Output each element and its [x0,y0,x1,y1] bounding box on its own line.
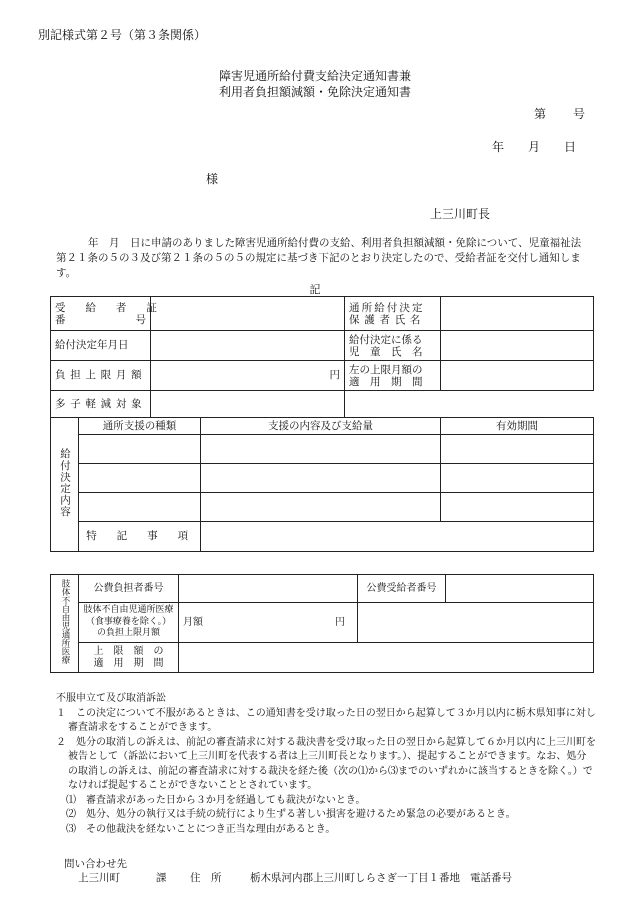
decision-table [50,296,594,552]
note-sub-2: ⑵ 処分、処分の執行又は手続の続行により生ずる著しい損害を避けるため緊急の必要があるとき。 [66,809,516,820]
monthly-label: 月額 [183,617,203,628]
note-sub-3: ⑶ その他裁決を経ないことにつき正当な理由があるとき。 [66,823,336,835]
medical-table [50,574,594,673]
payer-number-label: 公費負担者番号 [79,575,179,603]
burden-limit-field[interactable] [151,361,345,391]
support-content-cell[interactable] [201,435,441,464]
contact-info [78,870,512,885]
addressee-suffix: 様 [206,172,219,186]
payer-number-cells[interactable] [179,575,358,603]
support-content-cell[interactable] [201,464,441,493]
notes-heading: 不服申立て及び取消訴訟 [56,693,166,704]
issue-date: 年 月 日 [491,140,576,154]
multi-child-field[interactable] [151,391,345,418]
recipient-number-label: 受 給 者 証 番 号 [51,297,151,331]
contact-phone-label: 電話番号 [470,872,512,884]
medical-limit-label: 肢体不自由児通所医療 （食事療養を除く。） の負担上限月額 [79,603,179,643]
decision-date-field[interactable] [151,331,345,361]
recipient-number-label-2: 公費受給者番号 [358,575,446,603]
medical-limit-field[interactable] [179,603,358,643]
document-number: 第 号 [533,107,586,121]
decision-content-section: 給付決定内容 [51,418,79,552]
document-title-line1: 障害児通所給付費支給決定通知書兼 [218,69,411,83]
valid-period-cell[interactable] [441,435,594,464]
public-recipient-number-cells[interactable] [446,575,594,603]
limit-period-field[interactable] [441,361,594,391]
contact-heading: 問い合わせ先 [64,858,127,870]
appeal-notes [56,692,596,837]
service-type-cell[interactable] [79,435,201,464]
issuer-name: 上三川町長 [430,207,491,221]
yen-unit-2: 円 [335,617,345,628]
yen-unit: 円 [329,369,341,381]
child-name-field[interactable] [441,331,594,361]
guardian-name-label: 通所給付決定 保護者氏名 [345,297,441,331]
multi-child-label: 多子軽減対象 [51,391,151,418]
medical-section: 肢体不自由児通所医療 [51,575,79,673]
guardian-name-field[interactable] [441,297,594,331]
form-label: 別記様式第２号（第３条関係） [38,28,207,42]
medical-period-label: 上 限 額 の 適 用 期 間 [79,643,179,673]
contact-address: 栃木県河内郡上三川町しらさぎ一丁目１番地 [250,872,460,884]
blank-area [345,391,594,418]
limit-period-label: 左の上限月額の 適 用 期 間 [345,361,441,391]
recipient-number-cells[interactable] [151,297,345,331]
document-title-line2: 利用者負担額減額・免除決定通知書 [218,85,411,99]
valid-period-cell[interactable] [441,493,594,522]
special-notes-field[interactable] [201,522,594,552]
contact-address-label: 住 所 [190,872,222,884]
medical-period-field[interactable] [179,643,594,673]
burden-limit-label: 負担上限月額 [51,361,151,391]
note-item-1: １ この決定について不服があるときは、この通知書を受け取った日の翌日から起算して３か月以内に栃木県知事に対し審査請求をすることができます。 [56,707,596,733]
note-sub-1: ⑴ 審査請求があった日から３か月を経過しても裁決がないとき。 [66,794,366,806]
col-valid-period: 有効期間 [441,418,594,435]
intro-paragraph: 年 月 日に申請のありました障害児通所給付費の支給、利用者負担額減額・免除について、児童福祉法第２１条の５の３及び第２１条の５の５の規定に基づき下記のとおり決定したので、受給者証を交付し通知します。 [56,237,582,279]
contact-dept: 課 [156,872,167,884]
service-type-cell[interactable] [79,493,201,522]
decision-date-label: 給付決定年月日 [51,331,151,361]
ki-heading: 記 [309,283,321,296]
child-name-label: 給付決定に係る 児 童 氏 名 [345,331,441,361]
note-item-2: ２ 処分の取消しの訴えは、前記の審査請求に対する裁決書を受け取った日の翌日から起算して６か月以内に上三川町を被告として（訴訟において上三川町を代表する者は上三川町長となります。）、提起することができます。なお、処分の取消しの訴えは、前記の審査請求に対する裁決を経た後（次の⑴から⑶までのいずれかに該当するときを除く。）でなければ提起することができないこととされています。 [56,736,596,791]
valid-period-cell[interactable] [441,464,594,493]
col-service-type: 通所支援の種類 [79,418,201,435]
support-content-cell[interactable] [201,493,441,522]
medical-limit-extra [358,603,594,643]
contact-town: 上三川町 [78,872,120,884]
service-type-cell[interactable] [79,464,201,493]
col-support-content: 支援の内容及び支給量 [201,418,441,435]
special-notes-label: 特 記 事 項 [79,522,201,552]
